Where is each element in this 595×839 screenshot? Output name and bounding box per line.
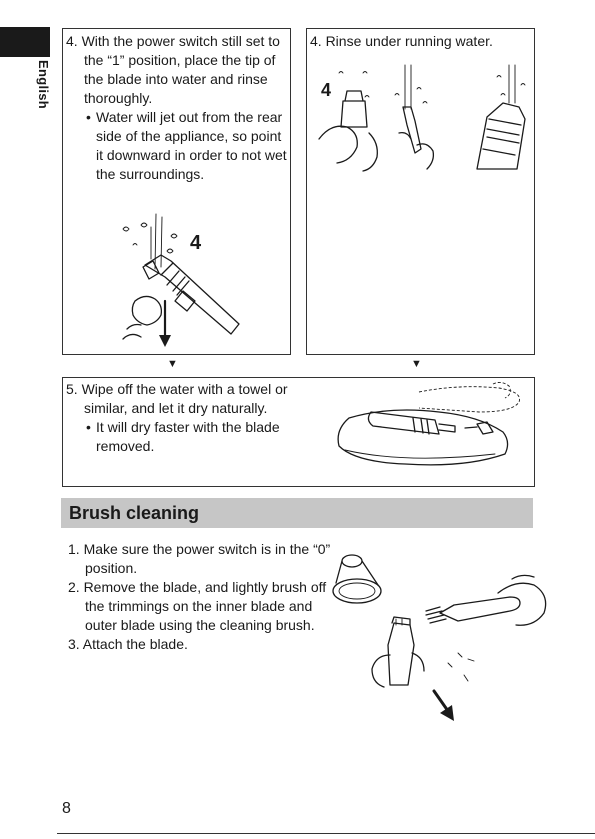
dry-step-text: 5. Wipe off the water with a towel or similar, and let it dry naturally.	[66, 381, 288, 416]
brush-step-3: 3. Attach the blade.	[68, 636, 188, 652]
trimmer-rinsing-illustration	[63, 29, 290, 354]
rinse-bullet-text: Water will jet out from the rear side of the appliance, so point it downward in order to not wet the surroundings.	[96, 109, 287, 182]
figure-number-label: 4	[190, 232, 202, 254]
flow-arrow-left: ▼	[167, 358, 178, 370]
brush-cleaning-heading: Brush cleaning	[69, 503, 200, 523]
towel-drying-illustration	[63, 378, 534, 486]
dry-bullet-text: It will dry faster with the blade removed.	[96, 419, 280, 454]
rinse-step-text: 4. With the power switch still set to the “1” position, place the tip of the blade into water and rinse thoroughly.	[66, 33, 280, 106]
brush-cleaning-steps	[68, 540, 333, 654]
footer-rule	[57, 833, 595, 834]
running-water-illustrations	[307, 29, 534, 354]
running-water-box	[306, 28, 535, 355]
section-tab-marker	[0, 27, 50, 57]
dry-instructions-box	[62, 377, 535, 487]
language-side-label: English	[36, 60, 51, 110]
brush-step-1: 1. Make sure the power switch is in the “0” position.	[68, 541, 331, 576]
brush-cleaning-illustration	[330, 535, 580, 725]
page-number: 8	[62, 800, 71, 817]
bullet-glyph: •	[86, 419, 91, 435]
running-water-step-text: 4. Rinse under running water.	[310, 33, 493, 49]
brush-step-2: 2. Remove the blade, and lightly brush off the trimmings on the inner blade and outer blade using the cleaning brush.	[68, 579, 327, 633]
rinse-instructions-box	[62, 28, 291, 355]
flow-arrow-right: ▼	[411, 358, 422, 370]
bullet-glyph: •	[86, 109, 91, 125]
figure-number-label: 4	[321, 80, 332, 100]
brush-cleaning-heading-bar	[61, 498, 533, 528]
